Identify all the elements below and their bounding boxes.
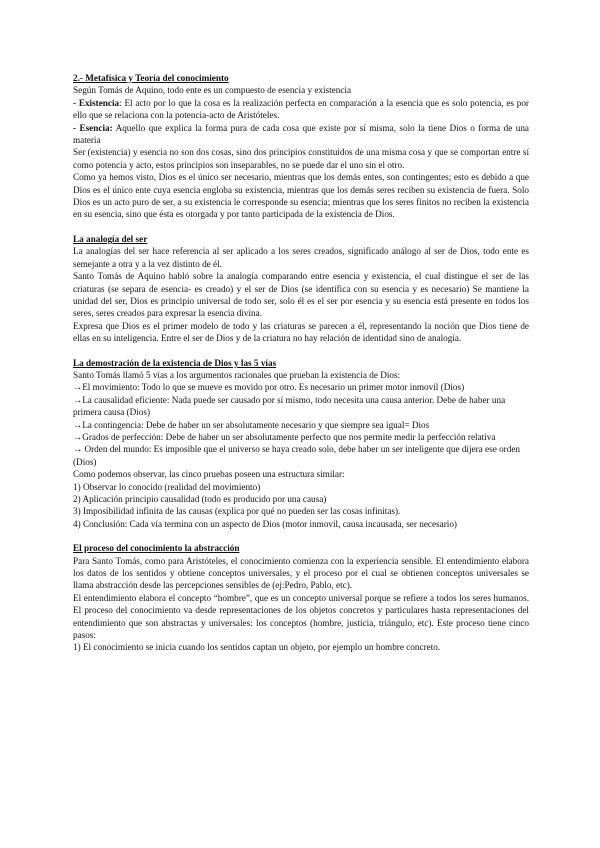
paragraph-vias-intro: Santo Tomás llamó 5 vías a los argumentos racionales que prueban la existencia de Dios: <box>73 369 401 380</box>
definition-esencia: Aquello que explica la forma pura de cada cosa que existe por sí misma, solo la tiene Dios o forma de una materia <box>73 122 529 146</box>
list-item-via: →La contingencia: Debe de haber un ser absolutamente necesario y que siempre sea igual= Dios <box>73 419 430 430</box>
definition-existencia: : El acto por lo que la cosa es la realización perfecta en comparación a la esencia que es solo potencia, es por ello que se relaciona con la potencia-acto de Aristóteles. <box>73 97 529 121</box>
list-item-paso: 2) Aplicación principio causalidad (todo es producido por una causa) <box>73 494 327 504</box>
section-title-cinco-vias: La demostración de la existencia de Dios y las 5 vías <box>73 357 277 368</box>
paragraph-estructura-intro: Como podemos observar, las cinco pruebas poseen una estructura similar: <box>73 469 345 480</box>
section-title-analogia: La analogía del ser <box>73 233 148 244</box>
document-body <box>73 72 529 654</box>
list-item-paso: 4) Conclusión: Cada vía termina con un aspecto de Dios (motor inmovil, causa incausada, ser necesario) <box>73 518 457 529</box>
section-title-metafisica: 2.- Metafísica y Teoría del conocimiento <box>73 73 229 83</box>
paragraph-dios-necesario: Como ya hemos visto, Dios es el único ser necesario, mientras que los demás entes, son contingentes; esto es debido a que Dios es el único ente cuya esencia engloba su existencia, mientras que los demás seres reciben su existencia de fuera. Solo Dios es un acto puro de ser, a su existencia le corresponde su esencia; mientras que los seres finitos no reciben la existencia en su esencia, sino que ésta es otorgada y por tanto participada de la existencia de Dios. <box>73 172 529 220</box>
paragraph-ser-esencia: Ser (existencia) y esencia no son dos cosas, sino dos principios constituidos de una misma cosa y que se comportan entre sí como potencia y acto, estos principios son inseparables, no se puede dar el uno sin el otro. <box>73 147 529 170</box>
section-gap <box>73 221 529 233</box>
list-item-paso: 3) Imposibilidad infinita de las causas (explica por qué no pueden ser las cosas infinitas). <box>73 506 401 517</box>
list-item-via: →La causalidad eficiente: Nada puede ser causado por sí mismo, todo necesita una causa anterior. Debe de haber una primera causa (Dios) <box>73 394 506 418</box>
section-gap <box>73 530 529 542</box>
list-item-via: → Orden del mundo: Es imposible que el universo se haya creado solo, debe haber un ser inteligente que dijera ese orden (Dios) <box>73 444 520 467</box>
paragraph-intro-esencia: Según Tomás de Aquino, todo ente es un compuesto de esencia y existencia <box>73 85 352 96</box>
section-title-abstraccion: El proceso del conocimiento la abstracción <box>73 543 240 554</box>
list-item-via: →Grados de perfección: Debe de haber un ser absolutamente perfecto que nos permite medir la perfección relativa <box>73 431 496 442</box>
paragraph-abstraccion-3: 1) El conocimiento se inicia cuando los sentidos captan un objeto, por ejemplo un hombre concreto. <box>73 642 441 653</box>
paragraph-esencia <box>73 122 529 147</box>
list-item-paso: 1) Observar lo conocido (realidad del movimiento) <box>73 481 261 492</box>
paragraph-existencia <box>73 97 529 122</box>
term-esencia: - Esencia: <box>73 122 113 133</box>
paragraph-analogia-1: La analogías del ser hace referencia al ser aplicado a los seres creados, significado análogo al ser de Dios, todo ente es semejante a otra y a la vez distinto de él. <box>73 246 529 269</box>
paragraph-abstraccion-2: El entendimiento elabora el concepto “hombre”, que es un concepto universal porque se refiere a todos los seres humanos. El proceso del conocimiento va desde representaciones de los objetos concretos y particulares hasta representaciones del entendimiento que son abstractas y universales: los conceptos (hombre, justicia, triángulo, etc). Este proceso tiene cinco pasos: <box>73 592 529 641</box>
term-existencia: - Existencia <box>73 97 120 108</box>
paragraph-analogia-2: Santo Tomás de Aquino habló sobre la analogía comparando entre esencia y existencia, el cual distingue el ser de las criaturas (se separa de esencia- es creado) y el ser de Dios (se identifica con su esencia y es necesario) Se mantiene la unidad del ser, Dios es principio universal de todo ser, solo él es el ser por esencia y su esencia está presente en todos los seres, seres creados para expresar la esencia divina. <box>73 271 529 319</box>
list-item-via: →El movimiento: Todo lo que se mueve es movido por otro. Es necesario un primer motor inmovil (Dios) <box>73 382 465 393</box>
paragraph-abstraccion-1: Para Santo Tomás, como para Aristóteles, el conocimiento comienza con la experiencia sensible. El entendimiento elabora los datos de los sentidos y obtiene conceptos universales, y el proceso por el cual se obtienen conceptos universales se llama abstracción desde las percepciones sensibles de (ej:Pedro, Pablo, etc). <box>73 555 529 591</box>
paragraph-analogia-3: Expresa que Dios es el primer modelo de todo y las criaturas se parecen a él, representando la noción que Dios tiene de ellas en su inteligencia. Entre el ser de Dios y de la criatura no hay relación de identidad sino de analogía. <box>73 320 529 344</box>
section-gap <box>73 345 529 357</box>
